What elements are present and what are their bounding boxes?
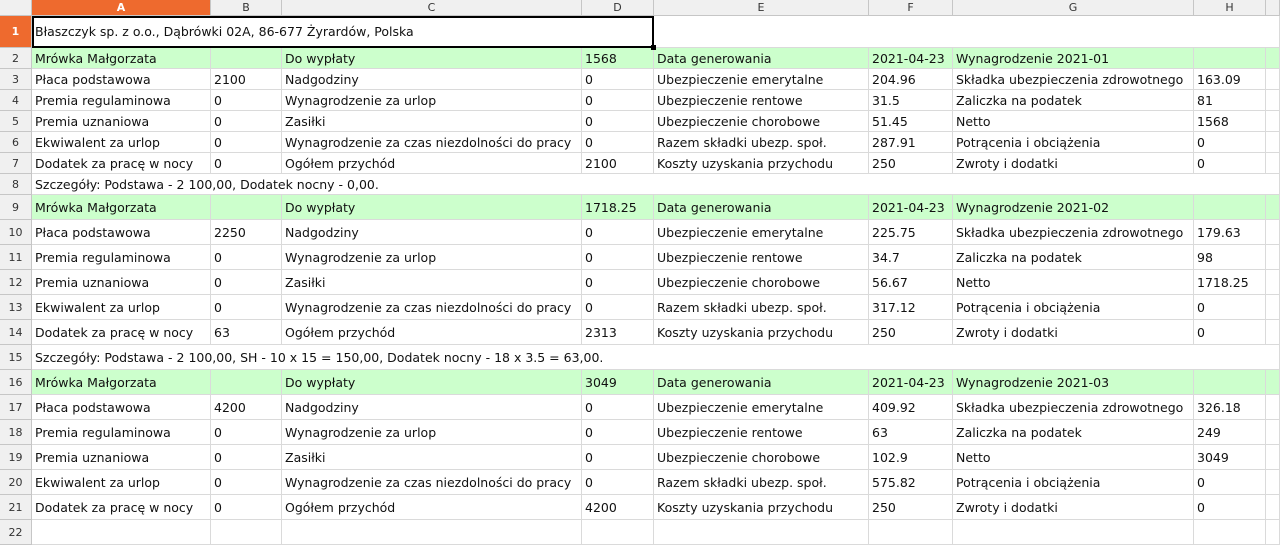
cell-f14[interactable]: 250 — [869, 320, 953, 345]
cell-f16[interactable]: 2021-04-23 — [869, 370, 953, 395]
cell-f9[interactable]: 2021-04-23 — [869, 195, 953, 220]
cell-d11[interactable]: 0 — [582, 245, 654, 270]
cell-overflow[interactable] — [1266, 153, 1280, 174]
cell-b18[interactable]: 0 — [211, 420, 282, 445]
cell-h5[interactable]: 1568 — [1194, 111, 1266, 132]
row-header-5[interactable]: 5 — [0, 111, 32, 132]
cell-h12[interactable]: 1718.25 — [1194, 270, 1266, 295]
cell-e12[interactable]: Ubezpieczenie chorobowe — [654, 270, 869, 295]
cell-d18[interactable]: 0 — [582, 420, 654, 445]
cell-h20[interactable]: 0 — [1194, 470, 1266, 495]
cell-overflow[interactable] — [1266, 174, 1280, 195]
row-header-22[interactable]: 22 — [0, 520, 32, 545]
cell-c20[interactable]: Wynagrodzenie za czas niezdolności do pracy — [282, 470, 582, 495]
cell-b20[interactable]: 0 — [211, 470, 282, 495]
column-header-overflow[interactable] — [1266, 0, 1280, 16]
cell-d12[interactable]: 0 — [582, 270, 654, 295]
cell-a15[interactable]: Szczegóły: Podstawa - 2 100,00, SH - 10 x 15 = 150,00, Dodatek nocny - 18 x 3.5 = 63,00. — [32, 345, 211, 370]
row-header-19[interactable]: 19 — [0, 445, 32, 470]
cell-f12[interactable]: 56.67 — [869, 270, 953, 295]
cell-d14[interactable]: 2313 — [582, 320, 654, 345]
cell-f17[interactable]: 409.92 — [869, 395, 953, 420]
cell-e9[interactable]: Data generowania — [654, 195, 869, 220]
cell-f1[interactable] — [869, 16, 953, 48]
row-header-20[interactable]: 20 — [0, 470, 32, 495]
cell-overflow[interactable] — [1266, 520, 1280, 545]
cell-f2[interactable]: 2021-04-23 — [869, 48, 953, 69]
cell-overflow[interactable] — [1266, 132, 1280, 153]
cell-e18[interactable]: Ubezpieczenie rentowe — [654, 420, 869, 445]
cell-b6[interactable]: 0 — [211, 132, 282, 153]
cell-b2[interactable] — [211, 48, 282, 69]
cell-g17[interactable]: Składka ubezpieczenia zdrowotnego — [953, 395, 1194, 420]
cell-a12[interactable]: Premia uznaniowa — [32, 270, 211, 295]
cell-h3[interactable]: 163.09 — [1194, 69, 1266, 90]
cell-overflow[interactable] — [1266, 270, 1280, 295]
cell-c16[interactable]: Do wypłaty — [282, 370, 582, 395]
cell-overflow[interactable] — [1266, 90, 1280, 111]
cell-a17[interactable]: Płaca podstawowa — [32, 395, 211, 420]
cell-h16[interactable] — [1194, 370, 1266, 395]
cell-c22[interactable] — [282, 520, 582, 545]
cell-h22[interactable] — [1194, 520, 1266, 545]
cell-d1[interactable] — [582, 16, 654, 48]
cell-c18[interactable]: Wynagrodzenie za urlop — [282, 420, 582, 445]
cell-c9[interactable]: Do wypłaty — [282, 195, 582, 220]
cell-d4[interactable]: 0 — [582, 90, 654, 111]
cell-e2[interactable]: Data generowania — [654, 48, 869, 69]
row-header-16[interactable]: 16 — [0, 370, 32, 395]
cell-c10[interactable]: Nadgodziny — [282, 220, 582, 245]
cell-a4[interactable]: Premia regulaminowa — [32, 90, 211, 111]
cell-f8[interactable] — [869, 174, 953, 195]
cell-d20[interactable]: 0 — [582, 470, 654, 495]
column-header-a[interactable]: A — [32, 0, 211, 16]
cell-b11[interactable]: 0 — [211, 245, 282, 270]
cell-g4[interactable]: Zaliczka na podatek — [953, 90, 1194, 111]
cell-c7[interactable]: Ogółem przychód — [282, 153, 582, 174]
cell-a9[interactable]: Mrówka Małgorzata — [32, 195, 211, 220]
row-header-11[interactable]: 11 — [0, 245, 32, 270]
cell-b3[interactable]: 2100 — [211, 69, 282, 90]
cell-f18[interactable]: 63 — [869, 420, 953, 445]
row-header-1[interactable]: 1 — [0, 16, 32, 48]
cell-g22[interactable] — [953, 520, 1194, 545]
cell-h14[interactable]: 0 — [1194, 320, 1266, 345]
cell-d8[interactable] — [582, 174, 654, 195]
cell-a16[interactable]: Mrówka Małgorzata — [32, 370, 211, 395]
cell-f11[interactable]: 34.7 — [869, 245, 953, 270]
cell-b22[interactable] — [211, 520, 282, 545]
cell-a13[interactable]: Ekwiwalent za urlop — [32, 295, 211, 320]
cell-h1[interactable] — [1194, 16, 1266, 48]
cell-a5[interactable]: Premia uznaniowa — [32, 111, 211, 132]
cell-f19[interactable]: 102.9 — [869, 445, 953, 470]
cell-e15[interactable] — [654, 345, 869, 370]
cell-b5[interactable]: 0 — [211, 111, 282, 132]
cell-g10[interactable]: Składka ubezpieczenia zdrowotnego — [953, 220, 1194, 245]
cell-overflow[interactable] — [1266, 445, 1280, 470]
row-header-9[interactable]: 9 — [0, 195, 32, 220]
cell-g16[interactable]: Wynagrodzenie 2021-03 — [953, 370, 1194, 395]
cell-a2[interactable]: Mrówka Małgorzata — [32, 48, 211, 69]
cell-a3[interactable]: Płaca podstawowa — [32, 69, 211, 90]
cell-e6[interactable]: Razem składki ubezp. społ. — [654, 132, 869, 153]
cell-a18[interactable]: Premia regulaminowa — [32, 420, 211, 445]
cell-c3[interactable]: Nadgodziny — [282, 69, 582, 90]
row-header-15[interactable]: 15 — [0, 345, 32, 370]
cell-h15[interactable] — [1194, 345, 1266, 370]
cell-e14[interactable]: Koszty uzyskania przychodu — [654, 320, 869, 345]
cell-e5[interactable]: Ubezpieczenie chorobowe — [654, 111, 869, 132]
cell-c4[interactable]: Wynagrodzenie za urlop — [282, 90, 582, 111]
cell-e1[interactable] — [654, 16, 869, 48]
cell-f5[interactable]: 51.45 — [869, 111, 953, 132]
cell-f21[interactable]: 250 — [869, 495, 953, 520]
cell-b9[interactable] — [211, 195, 282, 220]
cell-h7[interactable]: 0 — [1194, 153, 1266, 174]
row-header-21[interactable]: 21 — [0, 495, 32, 520]
cell-b21[interactable]: 0 — [211, 495, 282, 520]
cell-h9[interactable] — [1194, 195, 1266, 220]
cell-overflow[interactable] — [1266, 16, 1280, 48]
cell-e20[interactable]: Razem składki ubezp. społ. — [654, 470, 869, 495]
cell-f13[interactable]: 317.12 — [869, 295, 953, 320]
cell-b4[interactable]: 0 — [211, 90, 282, 111]
cell-h21[interactable]: 0 — [1194, 495, 1266, 520]
cell-overflow[interactable] — [1266, 345, 1280, 370]
cell-e22[interactable] — [654, 520, 869, 545]
cell-a19[interactable]: Premia uznaniowa — [32, 445, 211, 470]
cell-overflow[interactable] — [1266, 195, 1280, 220]
cell-h13[interactable]: 0 — [1194, 295, 1266, 320]
cell-a7[interactable]: Dodatek za pracę w nocy — [32, 153, 211, 174]
cell-d10[interactable]: 0 — [582, 220, 654, 245]
cell-e4[interactable]: Ubezpieczenie rentowe — [654, 90, 869, 111]
cell-h19[interactable]: 3049 — [1194, 445, 1266, 470]
cell-g1[interactable] — [953, 16, 1194, 48]
cell-b17[interactable]: 4200 — [211, 395, 282, 420]
cell-c6[interactable]: Wynagrodzenie za czas niezdolności do pracy — [282, 132, 582, 153]
cell-h11[interactable]: 98 — [1194, 245, 1266, 270]
cell-e17[interactable]: Ubezpieczenie emerytalne — [654, 395, 869, 420]
cell-d13[interactable]: 0 — [582, 295, 654, 320]
cell-h4[interactable]: 81 — [1194, 90, 1266, 111]
cell-f6[interactable]: 287.91 — [869, 132, 953, 153]
cell-overflow[interactable] — [1266, 245, 1280, 270]
cell-overflow[interactable] — [1266, 395, 1280, 420]
cell-a11[interactable]: Premia regulaminowa — [32, 245, 211, 270]
cell-c14[interactable]: Ogółem przychód — [282, 320, 582, 345]
cell-f7[interactable]: 250 — [869, 153, 953, 174]
cell-overflow[interactable] — [1266, 48, 1280, 69]
cell-b12[interactable]: 0 — [211, 270, 282, 295]
cell-h8[interactable] — [1194, 174, 1266, 195]
cell-h18[interactable]: 249 — [1194, 420, 1266, 445]
cell-h6[interactable]: 0 — [1194, 132, 1266, 153]
column-header-g[interactable]: G — [953, 0, 1194, 16]
cell-a21[interactable]: Dodatek za pracę w nocy — [32, 495, 211, 520]
cell-b19[interactable]: 0 — [211, 445, 282, 470]
cell-g8[interactable] — [953, 174, 1194, 195]
row-header-12[interactable]: 12 — [0, 270, 32, 295]
cell-g6[interactable]: Potrącenia i obciążenia — [953, 132, 1194, 153]
cell-d22[interactable] — [582, 520, 654, 545]
cell-d7[interactable]: 2100 — [582, 153, 654, 174]
cell-g20[interactable]: Potrącenia i obciążenia — [953, 470, 1194, 495]
cell-g5[interactable]: Netto — [953, 111, 1194, 132]
cell-d19[interactable]: 0 — [582, 445, 654, 470]
cell-d21[interactable]: 4200 — [582, 495, 654, 520]
column-header-c[interactable]: C — [282, 0, 582, 16]
cell-g13[interactable]: Potrącenia i obciążenia — [953, 295, 1194, 320]
cell-e13[interactable]: Razem składki ubezp. społ. — [654, 295, 869, 320]
column-header-h[interactable]: H — [1194, 0, 1266, 16]
cell-g3[interactable]: Składka ubezpieczenia zdrowotnego — [953, 69, 1194, 90]
cell-a14[interactable]: Dodatek za pracę w nocy — [32, 320, 211, 345]
cell-c11[interactable]: Wynagrodzenie za urlop — [282, 245, 582, 270]
cell-c13[interactable]: Wynagrodzenie za czas niezdolności do pracy — [282, 295, 582, 320]
cell-a22[interactable] — [32, 520, 211, 545]
cell-g9[interactable]: Wynagrodzenie 2021-02 — [953, 195, 1194, 220]
cell-b13[interactable]: 0 — [211, 295, 282, 320]
cell-e19[interactable]: Ubezpieczenie chorobowe — [654, 445, 869, 470]
cell-g15[interactable] — [953, 345, 1194, 370]
cell-overflow[interactable] — [1266, 370, 1280, 395]
cell-a6[interactable]: Ekwiwalent za urlop — [32, 132, 211, 153]
cell-d2[interactable]: 1568 — [582, 48, 654, 69]
cell-overflow[interactable] — [1266, 220, 1280, 245]
row-header-6[interactable]: 6 — [0, 132, 32, 153]
row-header-2[interactable]: 2 — [0, 48, 32, 69]
cell-d5[interactable]: 0 — [582, 111, 654, 132]
cell-e7[interactable]: Koszty uzyskania przychodu — [654, 153, 869, 174]
cell-g12[interactable]: Netto — [953, 270, 1194, 295]
cell-e16[interactable]: Data generowania — [654, 370, 869, 395]
column-header-b[interactable]: B — [211, 0, 282, 16]
cell-overflow[interactable] — [1266, 420, 1280, 445]
cell-overflow[interactable] — [1266, 295, 1280, 320]
cell-c5[interactable]: Zasiłki — [282, 111, 582, 132]
cell-b16[interactable] — [211, 370, 282, 395]
column-header-e[interactable]: E — [654, 0, 869, 16]
cell-f3[interactable]: 204.96 — [869, 69, 953, 90]
cell-d3[interactable]: 0 — [582, 69, 654, 90]
cell-e11[interactable]: Ubezpieczenie rentowe — [654, 245, 869, 270]
cell-g11[interactable]: Zaliczka na podatek — [953, 245, 1194, 270]
cell-c12[interactable]: Zasiłki — [282, 270, 582, 295]
cell-d9[interactable]: 1718.25 — [582, 195, 654, 220]
cell-overflow[interactable] — [1266, 320, 1280, 345]
cell-c21[interactable]: Ogółem przychód — [282, 495, 582, 520]
cell-d16[interactable]: 3049 — [582, 370, 654, 395]
row-header-3[interactable]: 3 — [0, 69, 32, 90]
cell-g21[interactable]: Zwroty i dodatki — [953, 495, 1194, 520]
cell-overflow[interactable] — [1266, 495, 1280, 520]
cell-f15[interactable] — [869, 345, 953, 370]
cell-h17[interactable]: 326.18 — [1194, 395, 1266, 420]
cell-b14[interactable]: 63 — [211, 320, 282, 345]
cell-e3[interactable]: Ubezpieczenie emerytalne — [654, 69, 869, 90]
select-all-corner[interactable] — [0, 0, 32, 16]
cell-overflow[interactable] — [1266, 470, 1280, 495]
cell-b10[interactable]: 2250 — [211, 220, 282, 245]
cell-f22[interactable] — [869, 520, 953, 545]
cell-e21[interactable]: Koszty uzyskania przychodu — [654, 495, 869, 520]
cell-c17[interactable]: Nadgodziny — [282, 395, 582, 420]
cell-c19[interactable]: Zasiłki — [282, 445, 582, 470]
cell-overflow[interactable] — [1266, 111, 1280, 132]
cell-g14[interactable]: Zwroty i dodatki — [953, 320, 1194, 345]
row-header-17[interactable]: 17 — [0, 395, 32, 420]
cell-e8[interactable] — [654, 174, 869, 195]
cell-g2[interactable]: Wynagrodzenie 2021-01 — [953, 48, 1194, 69]
cell-g18[interactable]: Zaliczka na podatek — [953, 420, 1194, 445]
cell-c2[interactable]: Do wypłaty — [282, 48, 582, 69]
row-header-4[interactable]: 4 — [0, 90, 32, 111]
row-header-7[interactable]: 7 — [0, 153, 32, 174]
cell-a1[interactable]: Błaszczyk sp. z o.o., Dąbrówki 02A, 86-677 Żyrardów, Polska — [32, 16, 211, 48]
row-header-18[interactable]: 18 — [0, 420, 32, 445]
cell-f10[interactable]: 225.75 — [869, 220, 953, 245]
cell-g7[interactable]: Zwroty i dodatki — [953, 153, 1194, 174]
cell-f4[interactable]: 31.5 — [869, 90, 953, 111]
cell-a20[interactable]: Ekwiwalent za urlop — [32, 470, 211, 495]
cell-d6[interactable]: 0 — [582, 132, 654, 153]
row-header-10[interactable]: 10 — [0, 220, 32, 245]
cell-h10[interactable]: 179.63 — [1194, 220, 1266, 245]
row-header-8[interactable]: 8 — [0, 174, 32, 195]
cell-a8[interactable]: Szczegóły: Podstawa - 2 100,00, Dodatek nocny - 0,00. — [32, 174, 211, 195]
row-header-14[interactable]: 14 — [0, 320, 32, 345]
cell-overflow[interactable] — [1266, 69, 1280, 90]
column-header-f[interactable]: F — [869, 0, 953, 16]
cell-b7[interactable]: 0 — [211, 153, 282, 174]
cell-e10[interactable]: Ubezpieczenie emerytalne — [654, 220, 869, 245]
cell-a10[interactable]: Płaca podstawowa — [32, 220, 211, 245]
cell-g19[interactable]: Netto — [953, 445, 1194, 470]
row-header-13[interactable]: 13 — [0, 295, 32, 320]
cell-h2[interactable] — [1194, 48, 1266, 69]
fill-handle[interactable] — [651, 45, 656, 50]
cell-d17[interactable]: 0 — [582, 395, 654, 420]
cell-f20[interactable]: 575.82 — [869, 470, 953, 495]
column-header-d[interactable]: D — [582, 0, 654, 16]
